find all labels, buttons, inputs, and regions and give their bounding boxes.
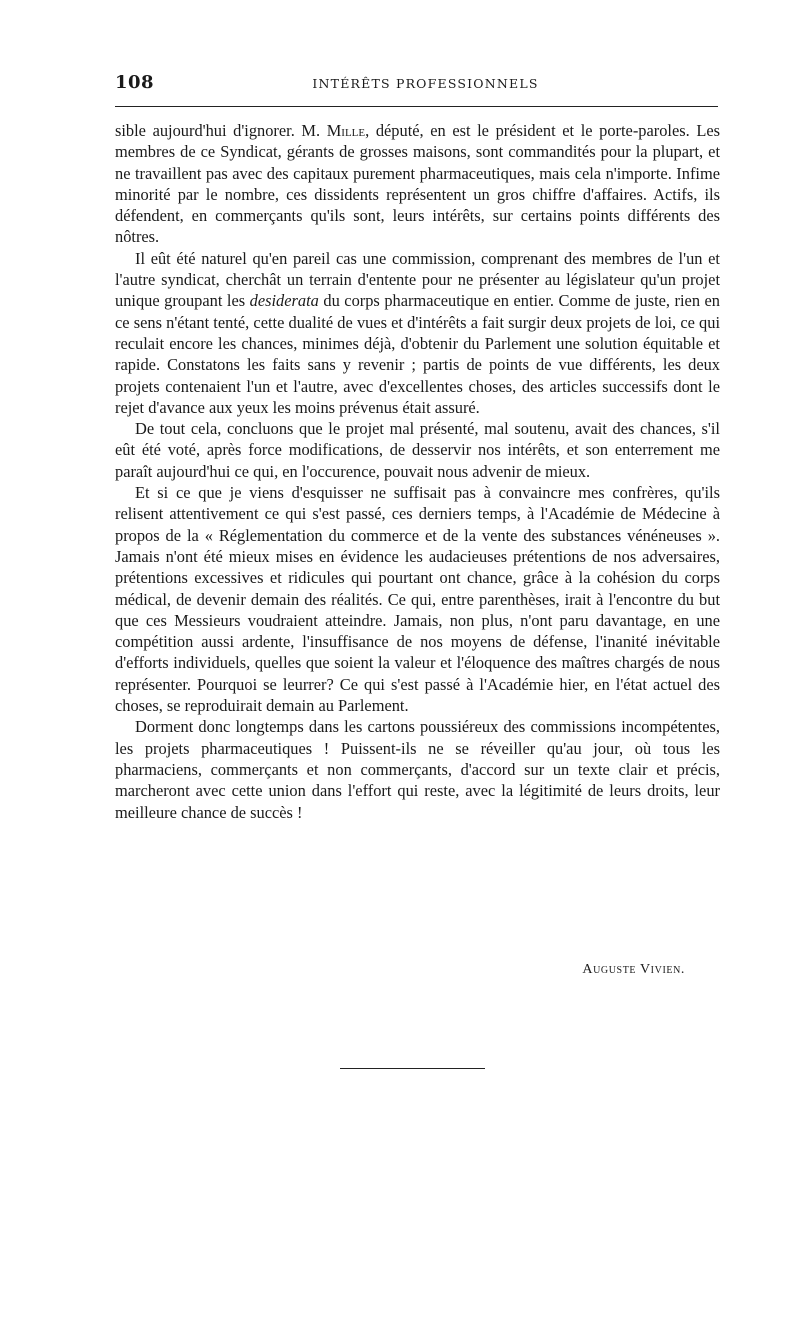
author-name-mille: Mille [326,121,366,140]
page-number: 108 [115,72,155,93]
article-body [115,120,720,823]
italic-desiderata: desiderata [249,291,319,311]
paragraph-2: Il eût été naturel qu'en pareil cas une commission, comprenant des membres de l'un et l'autre syndicat, cherchât un terrain d'entente pour ne présenter au législateur qu'un projet unique groupant les desiderata du corps pharmaceutique en entier. Comme de juste, rien en ce sens n'étant tenté, cette dualité de vues et d'intérêts a fait surgir deux projets de loi, ce qui reculait encore les chances, minimes déjà, d'obtenir du Parlement une solution équitable et rapide. Constatons les faits sans y revenir ; partis de points de vue différents, les deux projets contenaient l'un et l'autre, avec d'excellentes choses, des articles successifs dont le rejet d'avance aux yeux les moins prévenus était assuré. [115,248,721,417]
paragraph-4: Et si ce que je viens d'esquisser ne suffisait pas à convaincre mes confrères, qu'ils relisent attentivement ce qui s'est passé, ces derniers temps, à l'Académie de Médecine à propos de la « Réglementation du commerce et de la vente des substances vénéneuses ». Jamais n'ont été mieux mises en évidence les audacieuses prétentions de nos adversaires, prétentions excessives et ridicules qui pourtant ont chance, grâce à la cohésion du corps médical, de devenir demain des réalités. Ce qui, entre parenthèses, irait à l'encontre du but que ces Messieurs voudraient atteindre. Jamais, non plus, n'ont paru davantage, en une compétition aussi ardente, l'insuffisance de nos moyens de défense, l'inanité inévitable d'efforts individuels, quelles que soient la valeur et l'éloquence des maîtres chargés de nous représenter. Pourquoi se leurrer? Ce qui s'est passé à l'Académie hier, en l'état actuel des choses, se reproduirait demain au Parlement. [115,483,720,716]
paragraph-3: De tout cela, concluons que le projet mal présenté, mal soutenu, avait des chances, s'il eût été voté, après force modifications, de desservir nos intérêts, et son enterrement me paraît aujourd'hui ce qui, en l'occurence, pouvait nous advenir de mieux. [115,419,720,481]
header-rule [115,106,718,107]
paragraph-1: sible aujourd'hui d'ignorer. M. Mille, député, en est le président et le porte-paroles. Les membres de ce Syndicat, gérants de grosses maisons, sont commandités pour la plupart, et ne travaillent pas avec des capitaux purement pharmaceutiques, mais cela n'importe. Infime minorité par le nombre, ces dissidents représentent un gros chiffre d'affaires. Actifs, ils défendent, en commerçants qu'ils sont, leurs intérêts, sur certains points différents des nôtres. [115,121,720,247]
page-header [115,72,718,96]
end-rule [340,1068,485,1069]
paragraph-5: Dorment donc longtemps dans les cartons poussiéreux des commissions incompétentes, les projets pharmaceutiques ! Puissent-ils ne se réveiller qu'au jour, où tous les pharmaciens, commerçants et non commerçants, d'accord sur un texte clair et précis, marcheront avec cette union dans l'effort qui reste, avec la légitimité de leurs droits, leur meilleure chance de succès ! [115,717,720,822]
running-title: INTÉRÊTS PROFESSIONNELS [312,76,539,91]
signature: Auguste Vivien. [582,962,685,977]
